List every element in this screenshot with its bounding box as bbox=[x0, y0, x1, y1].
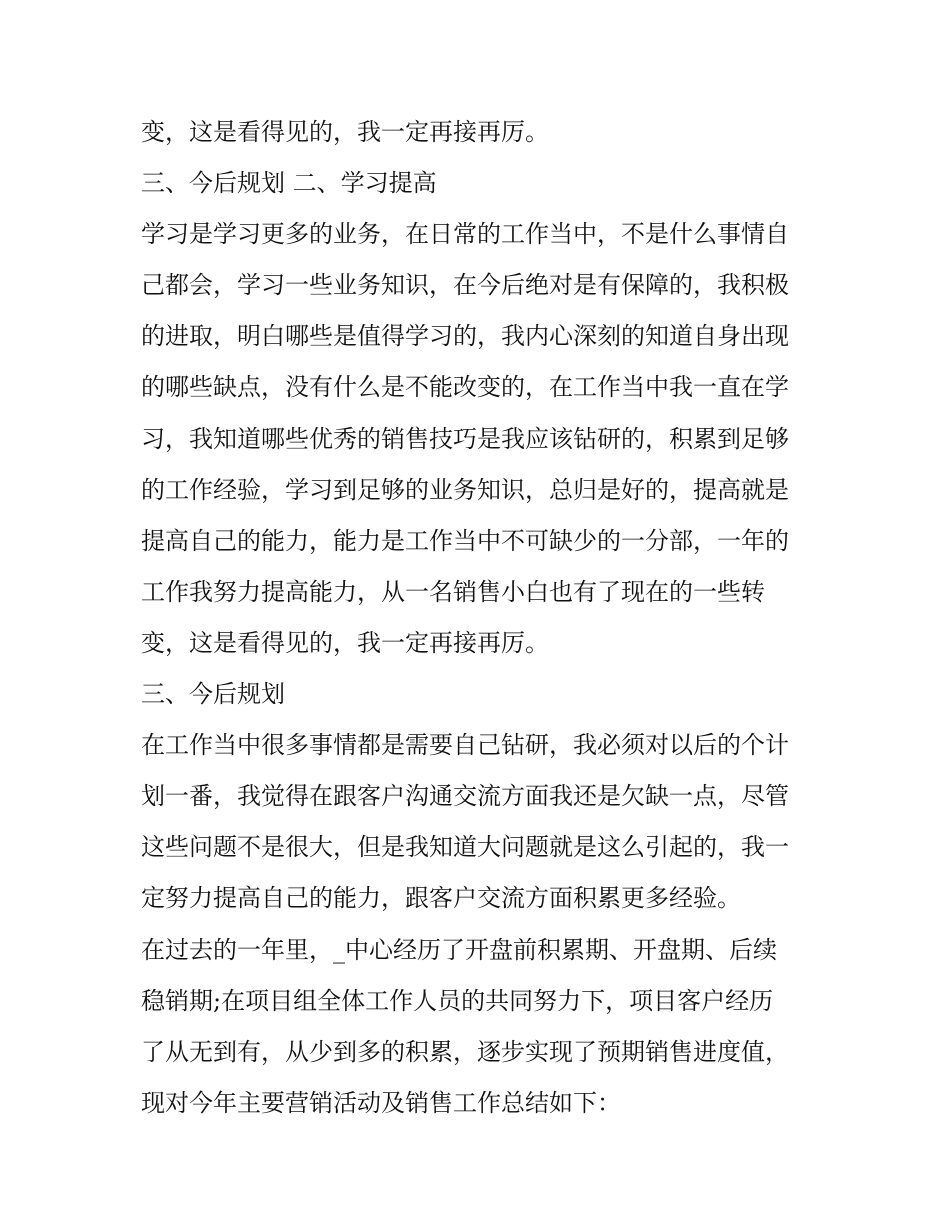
text-line: 划一番，我觉得在跟客户沟通交流方面我还是欠缺一点，尽管 bbox=[141, 782, 789, 811]
text-line: 的工作经验，学习到足够的业务知识，总归是好的，提高就是 bbox=[141, 475, 789, 504]
text-line: 在工作当中很多事情都是需要自己钻研，我必须对以后的个计 bbox=[141, 731, 789, 760]
section-heading: 三、今后规划 二、学习提高 bbox=[141, 169, 437, 198]
text-line: 的哪些缺点，没有什么是不能改变的，在工作当中我一直在学 bbox=[141, 373, 789, 402]
text-line: 定努力提高自己的能力，跟客户交流方面积累更多经验。 bbox=[141, 884, 741, 913]
text-line: 变，这是看得见的，我一定再接再厉。 bbox=[141, 628, 549, 657]
text-line: 稳销期;在项目组全体工作人员的共同努力下，项目客户经历 bbox=[141, 986, 774, 1015]
document-body bbox=[141, 107, 821, 1129]
text-line: 了从无到有，从少到多的积累，逐步实现了预期销售进度值， bbox=[141, 1037, 789, 1066]
text-line: 的进取，明白哪些是值得学习的，我内心深刻的知道自身出现 bbox=[141, 322, 789, 351]
text-line: 变，这是看得见的，我一定再接再厉。 bbox=[141, 118, 549, 146]
text-line: 工作我努力提高能力，从一名销售小白也有了现在的一些转 bbox=[141, 577, 765, 606]
section-heading: 三、今后规划 bbox=[141, 680, 285, 709]
text-line: 提高自己的能力，能力是工作当中不可缺少的一分部，一年的 bbox=[141, 526, 789, 555]
text-line: 现对今年主要营销活动及销售工作总结如下： bbox=[141, 1088, 621, 1117]
text-line: 在过去的一年里，_中心经历了开盘前积累期、开盘期、后续 bbox=[141, 935, 777, 964]
text-line: 己都会，学习一些业务知识，在今后绝对是有保障的，我积极 bbox=[141, 271, 789, 300]
text-line: 习，我知道哪些优秀的销售技巧是我应该钻研的，积累到足够 bbox=[141, 424, 789, 453]
text-line: 学习是学习更多的业务，在日常的工作当中，不是什么事情自 bbox=[141, 220, 789, 249]
text-line: 这些问题不是很大，但是我知道大问题就是这么引起的，我一 bbox=[141, 833, 789, 862]
